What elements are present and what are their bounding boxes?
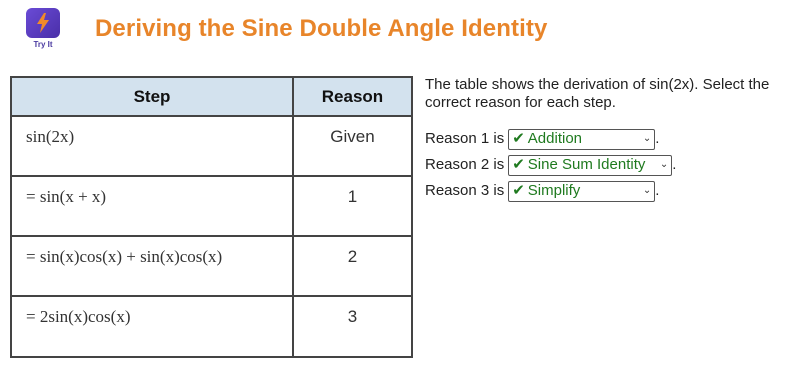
table-row bbox=[12, 236, 411, 296]
lightning-icon bbox=[26, 8, 60, 38]
sentence-period: . bbox=[655, 182, 660, 199]
reason-label: Reason 2 is bbox=[425, 156, 505, 173]
reason-cell: Given bbox=[293, 116, 411, 176]
reason-3-dropdown[interactable] bbox=[508, 181, 655, 202]
check-icon: ✔ bbox=[512, 182, 525, 199]
step-cell: = 2sin(x)cos(x) bbox=[12, 296, 293, 356]
reason-row-1 bbox=[425, 126, 795, 152]
dropdown-value: Sine Sum Identity bbox=[527, 156, 646, 173]
reason-label: Reason 3 is bbox=[425, 182, 505, 199]
column-header-reason: Reason bbox=[293, 78, 411, 116]
step-cell: = sin(x + x) bbox=[12, 176, 293, 236]
table-row bbox=[12, 176, 411, 236]
dropdown-value: Addition bbox=[527, 130, 583, 147]
reason-1-dropdown[interactable] bbox=[508, 129, 655, 150]
step-cell: = sin(x)cos(x) + sin(x)cos(x) bbox=[12, 236, 293, 296]
reason-cell: 2 bbox=[293, 236, 411, 296]
table-row bbox=[12, 296, 411, 356]
page-title: Deriving the Sine Double Angle Identity bbox=[95, 15, 548, 42]
chevron-down-icon: ⌄ bbox=[642, 133, 652, 144]
header bbox=[0, 0, 800, 62]
reason-row-3 bbox=[425, 178, 795, 204]
reason-cell: 1 bbox=[293, 176, 411, 236]
column-header-step: Step bbox=[12, 78, 293, 116]
reason-label: Reason 1 is bbox=[425, 130, 505, 147]
check-icon: ✔ bbox=[512, 156, 525, 173]
sentence-period: . bbox=[655, 130, 660, 147]
question-prompt: The table shows the derivation of sin(2x). Select the correct reason for each step. bbox=[425, 76, 770, 111]
chevron-down-icon: ⌄ bbox=[642, 185, 652, 196]
reason-row-2 bbox=[425, 152, 795, 178]
table-row bbox=[12, 116, 411, 176]
table-header-row bbox=[12, 78, 411, 116]
logo-caption: Try It bbox=[33, 40, 53, 49]
sentence-period: . bbox=[672, 156, 677, 173]
reason-2-dropdown[interactable] bbox=[508, 155, 672, 176]
step-cell: sin(2x) bbox=[12, 116, 293, 176]
derivation-table bbox=[10, 76, 413, 358]
question-panel bbox=[425, 76, 795, 204]
reason-cell: 3 bbox=[347, 307, 358, 326]
check-icon: ✔ bbox=[512, 130, 525, 147]
try-it-logo bbox=[24, 8, 62, 54]
dropdown-value: Simplify bbox=[527, 182, 581, 199]
chevron-down-icon: ⌄ bbox=[659, 159, 669, 170]
